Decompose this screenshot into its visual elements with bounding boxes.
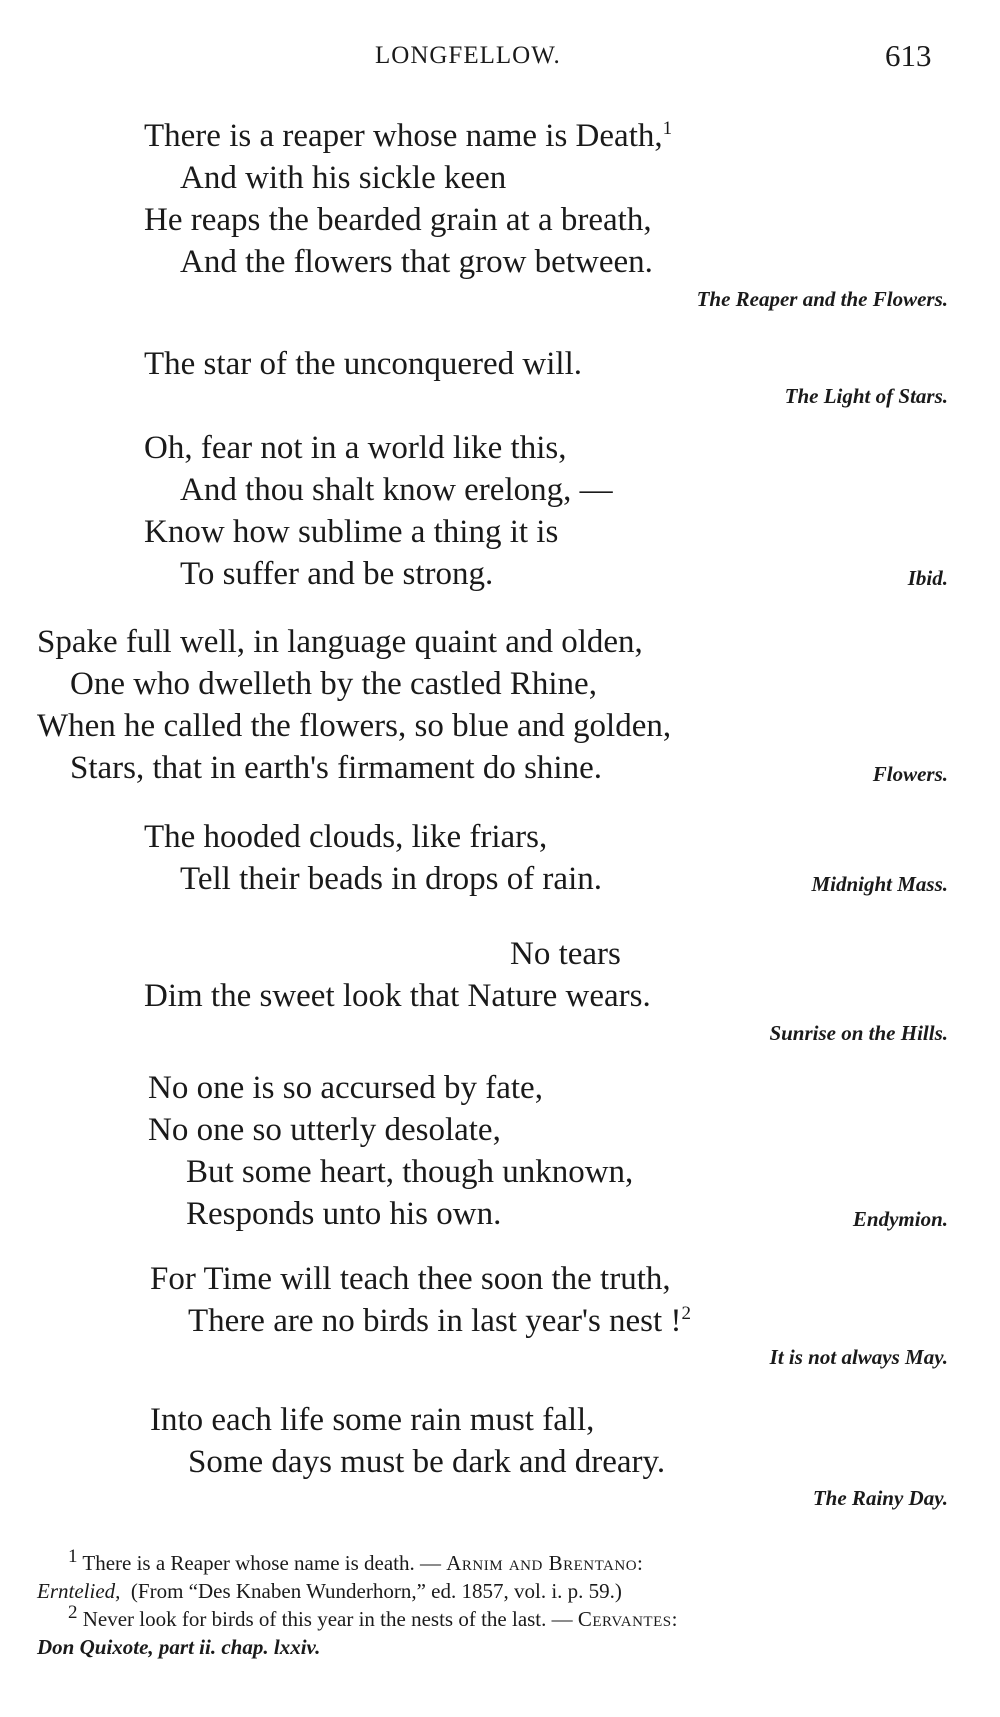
verse-line: Dim the sweet look that Nature wears. <box>144 978 651 1014</box>
verse-line: For Time will teach thee soon the truth, <box>150 1261 671 1297</box>
verse-line: He reaps the bearded grain at a breath, <box>144 202 652 238</box>
verse-line: The hooded clouds, like friars, <box>144 819 548 855</box>
source-citation: It is not always May. <box>769 1345 948 1369</box>
footnote-1: $^1$ There is a Reaper whose name is death. — Arnim and Brentano: <box>68 1546 644 1575</box>
verse-line: Oh, fear not in a world like this, <box>144 430 567 466</box>
verse-line: And thou shalt know erelong, — <box>180 472 613 508</box>
source-citation: The Light of Stars. <box>784 384 948 408</box>
verse-line: No one so utterly desolate, <box>148 1112 501 1148</box>
footnote-1-continued: Erntelied, (From “Des Knaben Wunderhorn,” ed. 1857, vol. i. p. 59.) <box>37 1579 622 1603</box>
verse-line: No one is so accursed by fate, <box>148 1070 543 1106</box>
running-title: LONGFELLOW. <box>375 42 561 69</box>
verse-line: There is a reaper whose name is Death,$^1$ <box>144 118 673 154</box>
verse-line: Tell their beads in drops of rain. <box>180 861 602 897</box>
verse-line: Some days must be dark and dreary. <box>188 1444 666 1480</box>
source-citation: The Rainy Day. <box>812 1486 948 1510</box>
source-citation: Flowers. <box>872 762 948 786</box>
verse-line: But some heart, though unknown, <box>186 1154 634 1190</box>
footnote-2-continued: Don Quixote, part ii. chap. lxxiv. <box>37 1635 321 1659</box>
footnote-marker: 1 <box>662 118 673 139</box>
verse-line: There are no birds in last year's nest !$^2$ <box>188 1303 691 1339</box>
page-number: 613 <box>885 38 932 73</box>
source-citation: The Reaper and the Flowers. <box>696 287 948 311</box>
verse-line: When he called the flowers, so blue and golden, <box>37 708 672 744</box>
verse-line: And with his sickle keen <box>180 160 507 196</box>
source-citation: Endymion. <box>852 1207 948 1231</box>
verse-line: And the flowers that grow between. <box>180 244 653 280</box>
source-citation: Midnight Mass. <box>811 872 948 896</box>
verse-line: Know how sublime a thing it is <box>144 514 559 550</box>
verse-line: To suffer and be strong. <box>180 556 494 592</box>
footnote-marker: 2 <box>681 1303 691 1324</box>
verse-line: No tears <box>510 936 621 972</box>
footnote-2: $^2$ Never look for birds of this year in the nests of the last. — Cervantes: <box>68 1602 678 1631</box>
verse-line: Spake full well, in language quaint and olden, <box>37 624 643 660</box>
verse-line: Stars, that in earth's firmament do shine. <box>70 750 602 786</box>
verse-line: Into each life some rain must fall, <box>150 1402 595 1438</box>
verse-line: The star of the unconquered will. <box>144 346 583 382</box>
page-header <box>0 38 1000 82</box>
verse-line: Responds unto his own. <box>186 1196 502 1232</box>
verse-line: One who dwelleth by the castled Rhine, <box>70 666 597 702</box>
source-citation: Sunrise on the Hills. <box>769 1021 948 1045</box>
source-citation: Ibid. <box>907 566 948 590</box>
